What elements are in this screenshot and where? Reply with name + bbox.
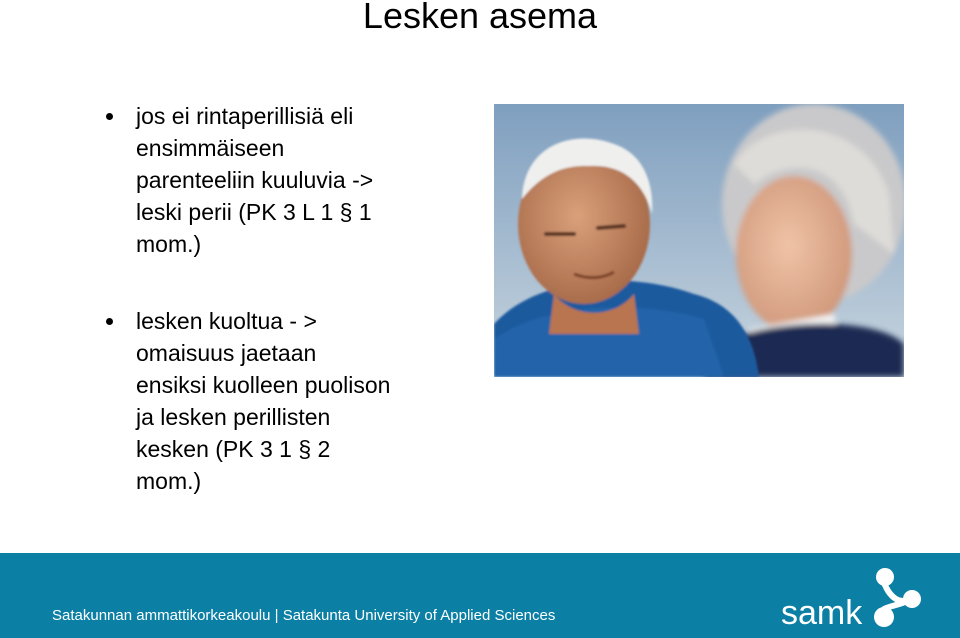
footer-bar [0,553,960,638]
footer-institution-text: Satakunnan ammattikorkeakoulu | Satakunta University of Applied Sciences [52,607,556,624]
bullet-dot-icon [106,113,113,120]
slide-title: Lesken asema [362,0,598,36]
bullet-line: leski perii (PK 3 L 1 § 1 [136,199,372,225]
bullet-line: omaisuus jaetaan [136,340,317,366]
bullet-line: mom.) [136,231,202,257]
bullet-list [100,100,460,497]
bullet-item [100,305,460,497]
samk-logo-icon [864,565,926,631]
bullet-line: jos ei rintaperillisiä eli [136,103,354,129]
bullet-line: ja lesken perillisten [136,404,331,430]
bullet-line: ensiksi kuolleen puolison [136,372,391,398]
elderly-couple-photo [494,104,904,377]
bullet-line: mom.) [136,468,202,494]
bullet-line: parenteeliin kuuluvia -> [136,167,374,193]
bullet-item [100,100,460,260]
bullet-line: lesken kuoltua - > [136,308,317,334]
bullet-line: ensimmäiseen [136,135,285,161]
samk-logo-text: samk [781,594,863,632]
bullet-line: kesken (PK 3 1 § 2 [136,436,331,462]
bullet-dot-icon [106,318,113,325]
elderly-couple-photo-illustration [494,104,904,377]
